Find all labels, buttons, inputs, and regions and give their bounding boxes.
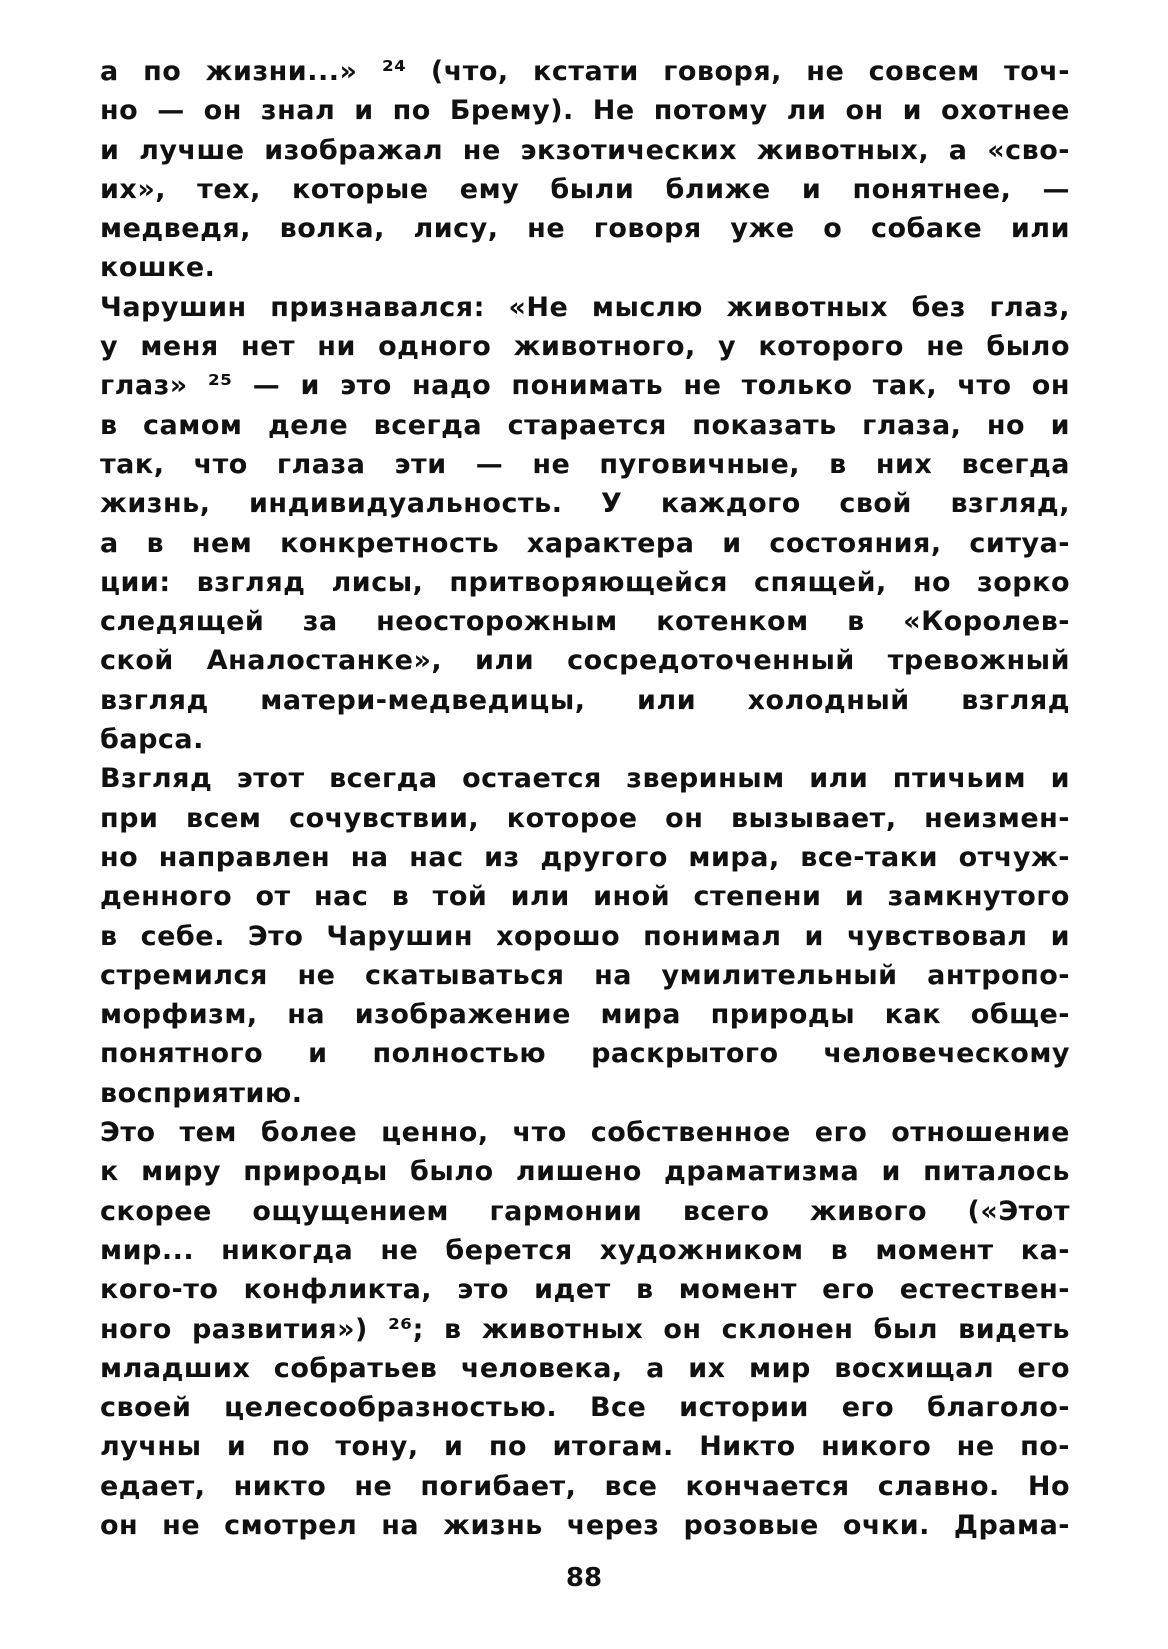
text-line: едает, никто не погибает, все кончается славно. Но — [100, 1470, 1070, 1502]
text-line: денного от нас в той или иной степени и замкнутого — [100, 881, 1070, 913]
text-line: Это тем более ценно, что собственное его отношение — [100, 1117, 1070, 1149]
text-line: стремился не скатываться на умилительный антропо- — [100, 959, 1070, 991]
text-line: понятного и полностью раскрытого человеческому — [100, 1038, 1070, 1070]
text-line: так, что глаза эти — не пуговичные, в них всегда — [100, 448, 1070, 480]
text-line: но — он знал и по Брему). Не потому ли он и охотнее — [100, 95, 1070, 127]
text-line: и лучше изображал не экзотических животных, а «сво- — [100, 134, 1070, 166]
text-line: Взгляд этот всегда остается звериным или птичьим и — [100, 763, 1070, 795]
text-line: но направлен на нас из другого мира, все-таки отчуж- — [100, 841, 1070, 873]
body-text — [100, 52, 1070, 1545]
text-line: в самом деле всегда старается показать глаза, но и — [100, 409, 1070, 441]
text-line: лучны и по тону, и по итогам. Никто никого не по- — [100, 1431, 1070, 1463]
text-line: медведя, волка, лису, не говоря уже о собаке или — [100, 213, 1070, 245]
text-line: жизнь, индивидуальность. У каждого свой взгляд, — [100, 488, 1070, 520]
text-line: ции: взгляд лисы, притворяющейся спящей, но зорко — [100, 566, 1070, 598]
page-number: 88 — [565, 1563, 603, 1593]
text-line: мир... никогда не берется художником в момент ка- — [100, 1234, 1070, 1266]
text-line: в себе. Это Чарушин хорошо понимал и чувствовал и — [100, 920, 1070, 952]
text-line: ской Аналостанке», или сосредоточенный тревожный — [100, 645, 1070, 677]
text-line: к миру природы было лишено драматизма и питалось — [100, 1156, 1070, 1188]
text-line: их», тех, которые ему были ближе и понятнее, — — [100, 173, 1070, 205]
text-line: младших собратьев человека, а их мир восхищал его — [100, 1352, 1070, 1384]
text-line: скорее ощущением гармонии всего живого («Этот — [100, 1195, 1070, 1227]
text-line: морфизм, на изображение мира природы как обще- — [100, 999, 1070, 1031]
text-line: при всем сочувствии, которое он вызывает, неизмен- — [100, 802, 1070, 834]
text-line: своей целесообразностью. Все истории его благоло- — [100, 1392, 1070, 1424]
text-line: ного развития») ²⁶; в животных он склонен был видеть — [100, 1313, 1070, 1345]
text-line: глаз» ²⁵ — и это надо понимать не только так, что он — [100, 370, 1070, 402]
text-line: кошке. — [100, 252, 216, 284]
text-line: а в нем конкретность характера и состояния, ситуа- — [100, 527, 1070, 559]
text-line: следящей за неосторожным котенком в «Королев- — [100, 606, 1070, 638]
text-line: Чарушин признавался: «Не мыслю животных без глаз, — [100, 291, 1070, 323]
text-line: кого-то конфликта, это идет в момент его естествен- — [100, 1274, 1070, 1306]
text-line: у меня нет ни одного животного, у которого не было — [100, 331, 1070, 363]
text-line: взгляд матери-медведицы, или холодный взгляд — [100, 684, 1070, 716]
text-line: барса. — [100, 724, 204, 756]
text-line: а по жизни...» ²⁴ (что, кстати говоря, не совсем точ- — [100, 56, 1070, 87]
text-line: он не смотрел на жизнь через розовые очки. Драма- — [100, 1509, 1070, 1541]
text-line: восприятию. — [100, 1077, 303, 1109]
